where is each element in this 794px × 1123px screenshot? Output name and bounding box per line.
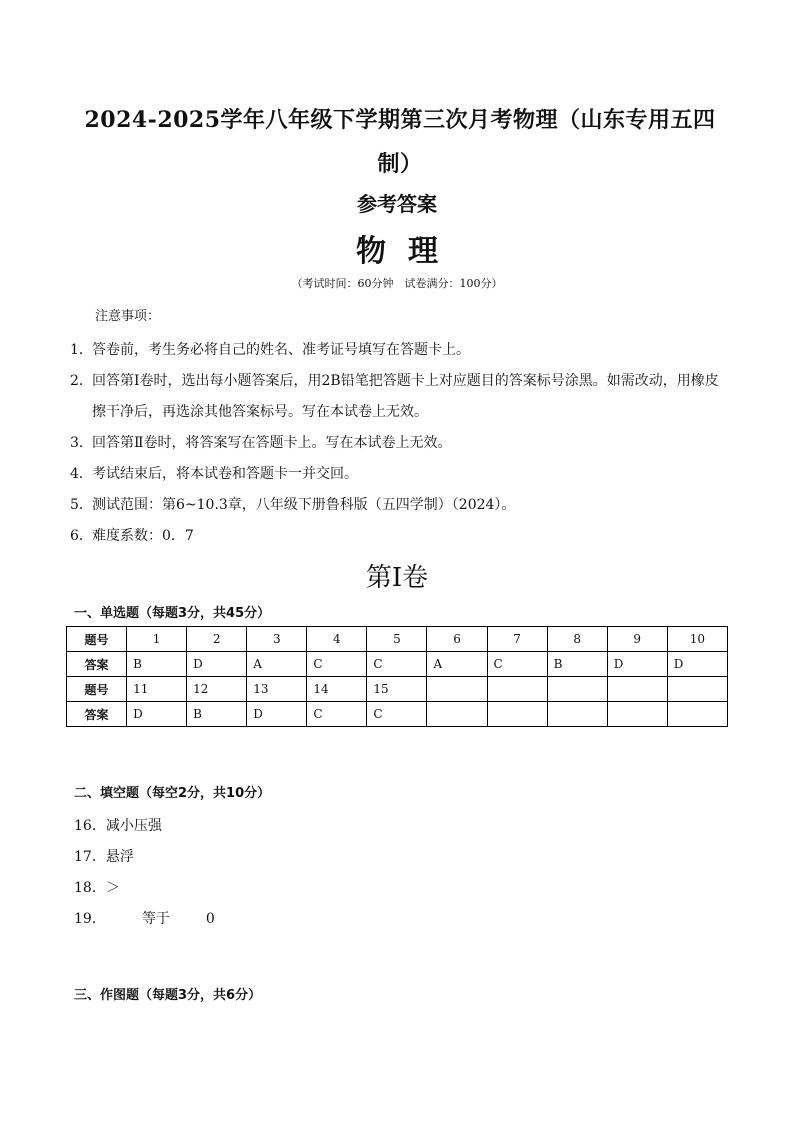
- notice-item: [70, 428, 730, 459]
- question-number-cell: 13: [247, 677, 307, 702]
- notice-item-number: 1．: [70, 342, 93, 358]
- notice-item-number: 6．: [70, 528, 93, 544]
- answer-cell: A: [427, 652, 487, 677]
- question-number-cell: 4: [307, 627, 367, 652]
- fill-item-number: 19．: [74, 911, 106, 927]
- notice-heading: 注意事项：: [95, 309, 161, 324]
- notice-item: [70, 459, 730, 490]
- answer-cell: C: [307, 702, 367, 727]
- notice-list: [70, 335, 730, 552]
- question-number-cell: 6: [427, 627, 487, 652]
- fill-item-answer: 悬浮: [105, 849, 134, 865]
- question-number-cell: [607, 677, 667, 702]
- answer-cell: [607, 702, 667, 727]
- fill-answer-item: [74, 877, 120, 897]
- answer-cell: D: [187, 652, 247, 677]
- question-number-cell: 9: [607, 627, 667, 652]
- section-heading-fill-blank: 二、填空题（每空2分，共10分）: [74, 786, 271, 801]
- section-heading-drawing: 三、作图题（每题3分，共6分）: [74, 988, 262, 1003]
- answer-cell: B: [547, 652, 607, 677]
- notice-item-number: 2．: [70, 373, 93, 389]
- answer-cell: D: [247, 702, 307, 727]
- row-label-question: 题号: [67, 677, 127, 702]
- fill-item-answer: ＞: [105, 880, 120, 896]
- answer-table: [66, 626, 728, 727]
- notice-item-number: 5．: [70, 497, 93, 513]
- notice-item-text: 回答第Ⅱ卷时，将答案写在答题卡上。写在本试卷上无效。: [92, 435, 452, 451]
- question-number-cell: 5: [367, 627, 427, 652]
- question-number-cell: [667, 677, 727, 702]
- fill-item-number: 17．: [74, 849, 106, 865]
- notice-item-text: 回答第Ⅰ卷时，选出每小题答案后，用2B铅笔把答题卡上对应题目的答案标号涂黑。如需改动，用橡皮擦干净后，再选涂其他答案标号。写在本试卷上无效。: [92, 373, 719, 420]
- answer-cell: C: [367, 702, 427, 727]
- question-number-cell: 7: [487, 627, 547, 652]
- answer-cell: B: [187, 702, 247, 727]
- table-row: [67, 702, 728, 727]
- page-subtitle: 参考答案: [357, 192, 437, 216]
- question-number-cell: [547, 677, 607, 702]
- answer-cell: [427, 702, 487, 727]
- page-title: 2024-2025学年八年级下学期第三次月考物理（山东专用五四制）: [84, 107, 716, 177]
- fill-item-number: 18．: [74, 880, 106, 896]
- answer-cell: B: [127, 652, 187, 677]
- table-row: [67, 652, 728, 677]
- answer-cell: C: [307, 652, 367, 677]
- table-row: [67, 677, 728, 702]
- answer-cell: D: [667, 652, 727, 677]
- answer-cell: [667, 702, 727, 727]
- question-number-cell: 14: [307, 677, 367, 702]
- answer-cell: D: [127, 702, 187, 727]
- section-heading-single-choice: 一、单选题（每题3分，共45分）: [74, 606, 271, 621]
- fill-item-answer: 减小压强: [105, 818, 162, 834]
- question-number-cell: 11: [127, 677, 187, 702]
- question-number-cell: [427, 677, 487, 702]
- fill-item-answer-2: 0: [205, 911, 215, 927]
- question-number-cell: 3: [247, 627, 307, 652]
- question-number-cell: 10: [667, 627, 727, 652]
- notice-item: [70, 366, 730, 428]
- notice-item: [70, 521, 730, 552]
- notice-item-text: 考试结束后，将本试卷和答题卡一并交回。: [92, 466, 358, 482]
- notice-item-number: 3．: [70, 435, 93, 451]
- answer-cell: A: [247, 652, 307, 677]
- question-number-cell: [487, 677, 547, 702]
- exam-info: （考试时间：60分钟 试卷满分：100分）: [291, 277, 503, 290]
- notice-item-text: 难度系数：0．7: [92, 528, 194, 544]
- fill-answer-item: [74, 815, 162, 835]
- answer-cell: [487, 702, 547, 727]
- fill-answer-item: [74, 846, 134, 866]
- question-number-cell: 1: [127, 627, 187, 652]
- notice-item-text: 测试范围：第6~10.3章，八年级下册鲁科版（五四学制）（2024）。: [92, 497, 516, 513]
- notice-item: [70, 335, 730, 366]
- notice-item-text: 答卷前，考生务必将自己的姓名、准考证号填写在答题卡上。: [92, 342, 470, 358]
- volume-heading: 第Ⅰ卷: [365, 563, 429, 593]
- answer-cell: C: [487, 652, 547, 677]
- notice-item: [70, 490, 730, 521]
- fill-item-number: 16．: [74, 818, 106, 834]
- fill-answer-item: [74, 908, 215, 928]
- answer-cell: C: [367, 652, 427, 677]
- question-number-cell: 8: [547, 627, 607, 652]
- row-label-answer: 答案: [67, 652, 127, 677]
- row-label-answer: 答案: [67, 702, 127, 727]
- answer-cell: [547, 702, 607, 727]
- table-row: [67, 627, 728, 652]
- question-number-cell: 15: [367, 677, 427, 702]
- question-number-cell: 2: [187, 627, 247, 652]
- question-number-cell: 12: [187, 677, 247, 702]
- row-label-question: 题号: [67, 627, 127, 652]
- answer-cell: D: [607, 652, 667, 677]
- subject-title: 物理: [356, 234, 460, 269]
- notice-item-number: 4．: [70, 466, 93, 482]
- fill-item-answer: 等于: [141, 911, 170, 927]
